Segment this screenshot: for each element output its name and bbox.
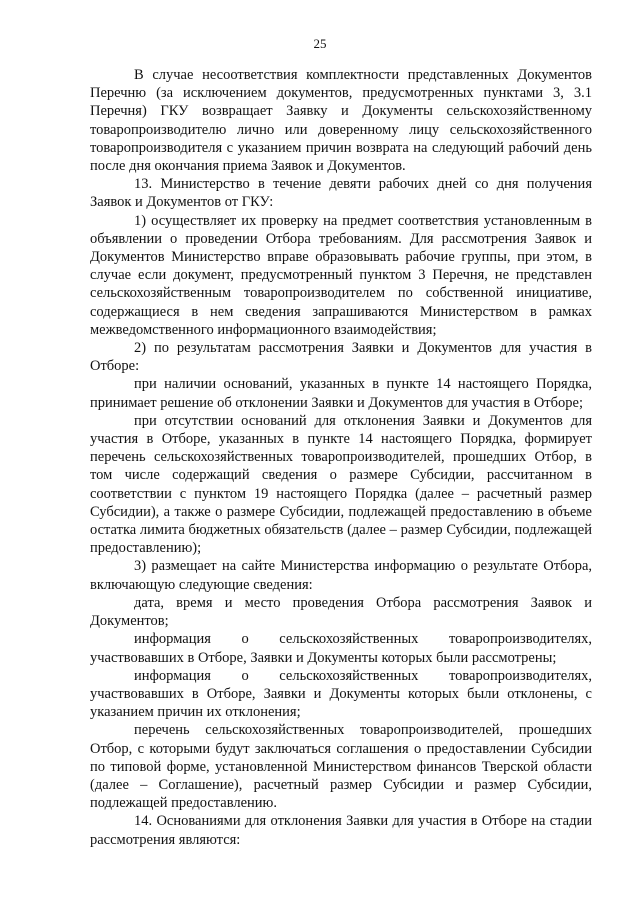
document-body (90, 66, 592, 849)
paragraph-info-agreements: перечень сельскохозяйственных товаропроизводителей, прошедших Отбор, с которыми будут заключаться соглашения о предоставлении Субсидии по типовой форме, установленной Министерством финансов Тверской области (далее – Соглашение), расчетный размер Субсидии и размер Субсидии, подлежащей предоставлению. (90, 722, 592, 812)
paragraph-subitem-1: 1) осуществляет их проверку на предмет соответствия установленным в объявлении о проведении Отбора требованиям. Для рассмотрения Заявок и Документов Министерство вправе образовывать рабочие группы, при этом, в случае если документ, предусмотренный пунктом 3 Перечня, не представлен сельскохозяйственным товаропроизводителем по собственной инициативе, содержащиеся в нем сведения запрашиваются Министерством в рамках межведомственного информационного взаимодействия; (90, 212, 592, 338)
paragraph-approved-list: при отсутствии оснований для отклонения Заявки и Документов для участия в Отборе, указанных в пункте 14 настоящего Порядка, формирует перечень сельскохозяйственных товаропроизводителей, прошедших Отбор, в том числе содержащий сведения о размере Субсидии, рассчитанном в соответствии с пунктом 19 настоящего Порядка (далее – расчетный размер Субсидии), а также о размере Субсидии, подлежащей предоставлению в объеме остатка лимита бюджетных обязательств (далее – размер Субсидии, подлежащей предоставлению); (90, 412, 592, 557)
paragraph-return-documents: В случае несоответствия комплектности представленных Документов Перечню (за исключением документов, предусмотренных пунктами 3, 3.1 Перечня) ГКУ возвращает Заявку и Документы сельскохозяйственному товаропроизводителю лично или доверенному лицу сельскохозяйственного товаропроизводителя с указанием причин возврата на следующий рабочий день после дня окончания приема Заявок и Документов. (90, 67, 592, 175)
page-number: 25 (313, 36, 327, 51)
paragraph-rejection-decision: при наличии оснований, указанных в пункте 14 настоящего Порядка, принимает решение об отклонении Заявки и Документов для участия в Отборе; (90, 376, 592, 411)
paragraph-info-date: дата, время и место проведения Отбора рассмотрения Заявок и Документов; (90, 594, 592, 630)
paragraph-item-14: 14. Основаниями для отклонения Заявки для участия в Отборе на стадии рассмотрения являются: (90, 813, 592, 848)
paragraph-subitem-2: 2) по результатам рассмотрения Заявки и Документов для участия в Отборе: (90, 340, 592, 375)
paragraph-subitem-3: 3) размещает на сайте Министерства информацию о результате Отбора, включающую следующие сведения: (90, 558, 592, 593)
paragraph-info-reviewed: информация о сельскохозяйственных товаропроизводителях, участвовавших в Отборе, Заявки и Документы которых были рассмотрены; (90, 631, 592, 666)
paragraph-info-rejected: информация о сельскохозяйственных товаропроизводителях, участвовавших в Отборе, Заявки и Документы которых были отклонены, с указанием причин их отклонения; (90, 667, 592, 721)
paragraph-item-13: 13. Министерство в течение девяти рабочих дней со дня получения Заявок и Документов от ГКУ: (90, 176, 592, 211)
